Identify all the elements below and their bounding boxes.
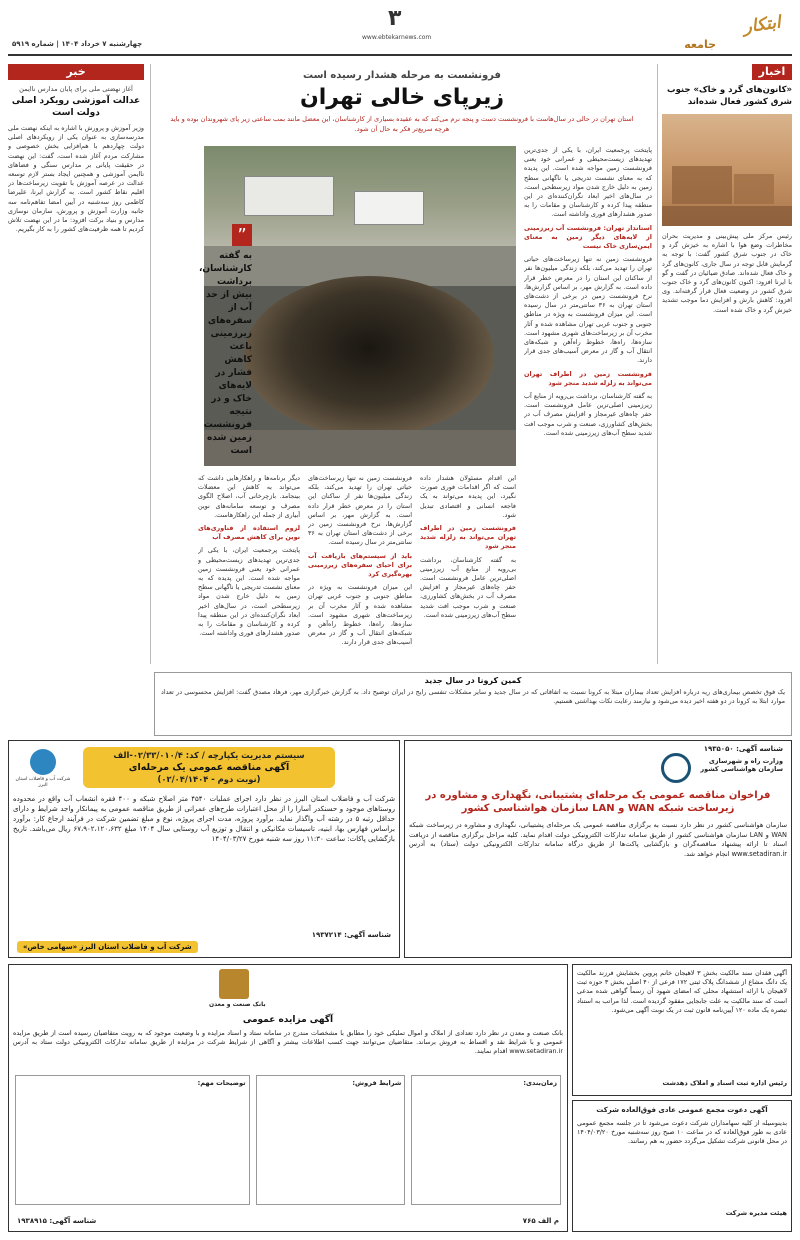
pull-quote <box>198 224 252 464</box>
main-article <box>152 64 652 664</box>
masthead-rule <box>8 54 792 56</box>
article-lead: استان تهران در حالی در سال‌هاست با فرونشست دست و پنجه نرم می‌کند که به عقیده بسیاری از کارشناسان، این معضل مانند بمب ساعتی زیر پای شهروندان بوده و باید هرچه سریع‌تر فکر به حال آن شود. <box>170 115 634 133</box>
auction-bank-name: بانک صنعت و معدن <box>209 1001 266 1008</box>
alborz-title-banner: سیستم مدیریت یکپارچه / کد: ۰۲/۳۳/۰۱۰/۴-الف آگهی مناقصه عمومی یک مرحله‌ای (نوبت دوم - ۰۲/۰۴/۱۴۰۴) <box>83 747 335 788</box>
corona-headline: کمین کرونا در سال جدید <box>424 676 522 685</box>
article-subhead-1: استاندار تهران: فرونشست آب زیرزمینی از لایه‌های دیگر زمین به معنای ایمن‌سازی خاک نیست <box>524 223 652 251</box>
auction-col-notes: توضیحات مهم: <box>15 1075 250 1205</box>
auction-bank-logo <box>219 969 249 999</box>
meteo-logo-icon <box>661 753 691 783</box>
auction-columns <box>15 1075 561 1205</box>
column-divider <box>150 64 151 664</box>
court-notice-2-headline: آگهی دعوت مجمع عمومی عادی فوق‌العاده شرکت <box>596 1106 768 1114</box>
website-url: www.ebtekarnews.com <box>362 34 432 41</box>
section-title: جامعه <box>684 38 716 51</box>
court-notice-1 <box>572 964 792 1096</box>
right-news-headline: «کانون‌های گرد و خاک» جنوب شرق کشور فعال شده‌اند <box>667 85 792 107</box>
alborz-tender-ad <box>8 672 148 702</box>
corona-notice <box>154 672 792 736</box>
left-news-column <box>8 64 144 664</box>
court-notice-2 <box>572 1100 792 1232</box>
meteo-shenase: شناسه آگهی: ۱۹۳۵۰۵۰ <box>703 745 783 753</box>
meteo-headline: فراخوان مناقصه عمومی یک مرحله‌ای پشتیبانی، نگهداری و مشاوره در زیرساخت شبکه WAN و LAN سازمان هواشناسی کشور <box>425 790 771 814</box>
article-col-2: این اقدام مسئولان هشدار داده است که اگر اقدامات فوری صورت نگیرد، این پدیده می‌تواند به یک فاجعه انسانی و اقتصادی تبدیل شود. فرونشست زمین در اطراف تهران می‌تواند به زلزله شدید منجر شود به گفته کارشناسان، برداشت بی‌رویه از منابع آب زیرزمینی اصلی‌ترین عامل فرونشست است. حفر چاه‌های غیرمجاز و افزایش مصرف آب در بخش‌های کشاورزی، صنعت و شرب موجب افت شدید سطح آب‌های زیرزمینی شده است. <box>420 474 516 619</box>
article-kicker: فرونشست به مرحله هشدار رسیده است <box>303 70 501 81</box>
auction-title: آگهی مزایده عمومی <box>242 1015 334 1025</box>
masthead <box>0 0 800 62</box>
court-notice-1-signature: رئیس اداره ثبت اسناد و املاک دهدشت <box>662 1079 787 1087</box>
auction-col-schedule: زمان‌بندی: <box>411 1075 561 1205</box>
alborz-shenase: شناسه آگهی: ۱۹۳۷۲۱۴ <box>311 931 391 939</box>
quote-mark-icon: ” <box>232 224 252 246</box>
alborz-signature: شرکت آب و فاضلاب استان البرز «سهامی خاص» <box>17 941 198 953</box>
article-subhead-2: فرونشست زمین در اطراف تهران می‌تواند به زلزله شدید منجر شود <box>524 369 652 387</box>
auction-ad <box>8 964 568 1232</box>
meteorology-tender-ad <box>404 740 792 958</box>
left-news-intro: آغاز نهضتی ملی برای پایان مدارس ناایمن <box>19 85 133 93</box>
article-col-3: فرونشست زمین نه تنها زیرساخت‌های حیاتی تهران را تهدید می‌کند، بلکه زندگی میلیون‌ها نفر از ساکنان این استان را در معرض خطر قرار داده است. به گزارش مهر، بر اساس گزارش‌ها، نرخ فرونشست زمین در برخی از دشت‌های استان تهران به ۳۶ سانتی‌متر در سال رسیده است. باید از سیستم‌های بازیافت آب برای احیای سفره‌های زیرزمینی بهره‌گیری کرد این میزان فرونشست به ویژه در مناطق جنوبی و جنوب غربی تهران مشاهده شده و آثار مخرب آن بر زیرساخت‌های شهری مشهود است. سازه‌ها، راه‌ها، خطوط راه‌آهن و شبکه‌های انتقال آب و گاز در معرض آسیب‌های جدی قرار دارند. <box>308 474 412 647</box>
column-divider <box>657 64 658 664</box>
alborz-body: شرکت آب و فاضلاب استان البرز در نظر دارد اجرای عملیات ۴۵۴۰ متر اصلاح شبکه و ۴۰۰ فقره انشعاب آب واقع در محدوده روستاهای موجود و حسنکدر آسارا را از محل اعتبارات طرح‌های عمرانی از طریق مناقصه عمومی به پیمانکار واجد شرایط و دارای حداقل رتبه ۵ در رشته آب واگذار نماید. برآورد پروژه، مدت اجرای پروژه، نوع و مبلغ تضمین شرکت در فرآیند ارجاع کار: برآورد براساس فهارس بها، ابنیه، تاسیسات مکانیکی و انتقال و توزیع آب روستایی سال ۱۴۰۴ مبلغ ۶۷،۹۰۲،۱۲۰،۶۳۲ ریال می‌باشد. تاریخ بازگشایی پاکات: ساعت ۱۱:۳۰ روز سه شنبه مورخ ۱۴۰۴/۰۳/۲۷ <box>13 795 395 843</box>
newspaper-logo: ابتکار <box>742 12 782 38</box>
right-news-column <box>662 64 792 664</box>
issue-date: چهارشنبه ۷ خرداد ۱۴۰۴ | شماره ۵۹۱۹ <box>12 40 143 48</box>
dust-storm-photo <box>662 114 792 226</box>
article-subhead-3b: فرونشست زمین در اطراف تهران می‌تواند به زلزله شدید منجر شود <box>420 524 516 551</box>
auction-col-terms: شرایط فروش: <box>256 1075 406 1205</box>
left-news-headline: عدالت آموزشی رویکرد اصلی دولت است <box>11 96 141 118</box>
quote-text: به گفته کارشناسان، برداشت بیش از حد آب از سفره‌های زیرزمینی باعث کاهش فشار در لایه‌های خاک و در نتیجه فرونشست زمین شده است <box>198 251 252 456</box>
right-news-body: رئیس مرکز ملی پیش‌بینی و مدیریت بحران مخاطرات وضع هوا با اشاره به خیزش گرد و خاک در جنوب شرق کشور گفت: با توجه به گرمایش قابل توجه در سال جاری، کانون‌های گرد و خاک فعال شده‌اند. صادق ضیائیان در گفت و گو با ایرنا افزود: اکنون کانون‌های گرد و خاک جنوب شرق کشور در وضعیت فعال قرار گرفته‌اند. وی افزود: کاهش بارش و افزایش دما موجب تشدید خیزش گرد و خاک شده است. <box>662 232 792 314</box>
meteo-body: سازمان هواشناسی کشور در نظر دارد نسبت به برگزاری مناقصه عمومی یک مرحله‌ای پشتیبانی، نگهداری و مشاوره در زیرساخت شبکه WAN و LAN سازمان هواشناسی کشور از طریق سامانه تدارکات الکترونیکی دولت اقدام نماید. کلیه مراحل برگزاری مناقصه از دریافت اسناد تا ارائه پیشنهاد مناقصه‌گران و بازگشایی پاکت‌ها از طریق درگاه سامانه تدارکات الکترونیکی دولت (ستاد) به آدرس www.setadiran.ir انجام خواهد شد. <box>409 821 787 858</box>
auction-code: م الف ۷۶۵ <box>522 1217 559 1225</box>
khabar-label: خبر <box>8 64 144 80</box>
article-subhead-4: باید از سیستم‌های بازیافت آب برای احیای سفره‌های زیرزمینی بهره‌گیری کرد <box>308 551 412 579</box>
page-number: ۳ <box>388 6 402 31</box>
auction-body: بانک صنعت و معدن در نظر دارد تعدادی از املاک و اموال تملیکی خود را مطابق با مشخصات مندرج در سامانه ستاد و اسناد مزایده و با وضعیت موجود که به رویت متقاضیان رسیده است از طریق مزایده عمومی و با شرایط نقد و اقساط به فروش برساند. متقاضیان می‌توانند جهت کسب اطلاعات بیشتر و آگاهی از شرایط شرکت در مزایده از طریق سامانه تدارکات الکترونیکی دولت ستاد به آدرس www.setadiran.ir اقدام نمایند. <box>13 1029 563 1056</box>
auction-shenase: شناسه آگهی: ۱۹۳۸۹۱۵ <box>17 1217 97 1225</box>
court-notice-2-body: بدینوسیله از کلیه سهامداران شرکت دعوت می‌شود تا در جلسه مجمع عمومی عادی به طور فوق‌العاده که در ساعت ۱۰ صبح روز سه‌شنبه مورخ ۱۴۰۴/۰۳/۲۰ در محل قانونی شرکت تشکیل می‌گردد حضور به هم رسانند. <box>577 1119 787 1146</box>
alborz-logo: شرکت آب و فاضلاب استان البرز <box>15 749 71 791</box>
corona-body: یک فوق تخصص بیماری‌های ریه درباره افزایش تعداد بیماران مبتلا به کرونا نسبت به اتفاقاتی که در سال جدید و سایر مشکلات تنفسی رایج در ایران توضیح داد. به گزارش خبرگزاری مهر، فرهاد مصدق گفت: افزایش محسوسی در تعداد موارد ابتلا به کرونا در دو هفته اخیر دیده می‌شود و نیازمند رعایت نکات بهداشتی هستیم. <box>161 688 785 706</box>
article-subhead-3: لزوم استفاده از فناوری‌های نوین برای کاهش مصرف آب <box>198 524 300 542</box>
article-col-4: دیگر برنامه‌ها و راهکارهایی داشت که می‌تواند به کاهش این معضلات بینجامد. بازچرخانی آب، اصلاح الگوی مصرف و توسعه سامانه‌های نوین آبیاری از جمله این راهکارهاست. لزوم استفاده از فناوری‌های نوین برای کاهش مصرف آب پایتخت پرجمعیت ایران، با یکی از جدی‌ترین تهدیدهای زیست‌محیطی و عمرانی خود یعنی فرونشست زمین مواجه شده است. این پدیده که به معنای نشست تدریجی یا ناگهانی سطح زمین به دلیل خارج شدن مواد زیرسطحی است، در سال‌های اخیر ابعاد نگران‌کننده‌ای در این منطقه پیدا کرده و کارشناسان و مقامات را به صدور هشدارهای فوری واداشته است. <box>198 474 300 638</box>
alborz-tender-ad <box>8 740 400 958</box>
court-notice-2-signature: هیئت مدیره شرکت <box>725 1209 787 1217</box>
article-title: زیرپای خالی تهران <box>299 85 505 110</box>
news-label: اخبار <box>752 64 792 80</box>
court-notice-1-body: آگهی فقدان سند مالکیت بخش ۳ لاهیجان خانم پروین بخشایش فرزند مالکیت یک دانگ مشاع از ششدانگ پلاک ثبتی ۱۷۲ فرعی از ۴۰ اصلی بخش ۳ حوزه ثبت لاهیجان با ارائه استشهاد محلی که امضای شهود آن رسماً گواهی شده مدعی است که سند مالکیت به علت جابجایی مفقود گردیده است. لذا مراتب به استناد تبصره یک ماده ۱۲۰ آیین‌نامه قانون ثبت در یک نوبت آگهی می‌شود. <box>577 969 787 1014</box>
left-news-body: وزیر آموزش و پرورش با اشاره به اینکه نهضت ملی مدرسه‌سازی به عنوان یکی از رویکردهای اصلی دولت چهاردهم با هم‌افزایی بخش خصوصی و مشارکت مردم آغاز شده است، گفت: این نهضت در حقیقت پایانی بر مدارس سنگی و فضاهای ناایمن آموزشی و همچنین ایجاد بستر لازم توسعه عدالت در عرصه آموزش با تقویت زیرساخت‌ها در اقلیم نقاط کشور است. به گزارش ایرنا، علیرضا کاظمی روز سه‌شنبه در آیین امضا تفاهم‌نامه سه جانبه وزارت آموزش و پرورش، سازمان نوسازی مدارس و بنیاد برکت افزود: ما در این نهضت تلاش کردیم تا همه ظرفیت‌های کشور را به کار بگیریم. <box>8 124 144 234</box>
meteo-org: وزارت راه و شهرسازی سازمان هواشناسی کشور <box>700 757 783 773</box>
article-col-1: پایتخت پرجمعیت ایران، با یکی از جدی‌ترین تهدیدهای زیست‌محیطی و عمرانی خود یعنی فرونشست زمین مواجه شده است. این پدیده که به معنای نشست تدریجی یا ناگهانی سطح زمین به دلیل خارج شدن مواد زیرسطحی است، در سال‌های اخیر ابعاد نگران‌کننده‌ای در این منطقه پیدا کرده و کارشناسان و مقامات را به صدور هشدارهای فوری واداشته است. استاندار تهران: فرونشست آب زیرزمینی از لایه‌های دیگر زمین به معنای ایمن‌سازی خاک نیست فرونشست زمین نه تنها زیرساخت‌های حیاتی تهران را تهدید می‌کند، بلکه زندگی میلیون‌ها نفر از ساکنان این استان را در معرض خطر قرار داده است. به گزارش مهر، بر اساس گزارش‌ها، نرخ فرونشست زمین در برخی از دشت‌های استان تهران به ۳۶ سانتی‌متر در سال رسیده است. این میزان فرونشست به ویژه در مناطق جنوبی و جنوب غربی تهران مشاهده شده و آثار مخرب آن بر زیرساخت‌های شهری مشهود است. سازه‌ها، راه‌ها، خطوط راه‌آهن و شبکه‌های انتقال آب و گاز در معرض آسیب‌های جدی قرار دارند. فرونشست زمین در اطراف تهران می‌تواند به زلزله شدید منجر شود به گفته کارشناسان، برداشت بی‌رویه از منابع آب زیرزمینی اصلی‌ترین عامل فرونشست است. حفر چاه‌های غیرمجاز و افزایش مصرف آب در بخش‌های کشاورزی، صنعت و شرب موجب افت شدید سطح آب‌های زیرزمینی شده است. <box>524 146 652 437</box>
